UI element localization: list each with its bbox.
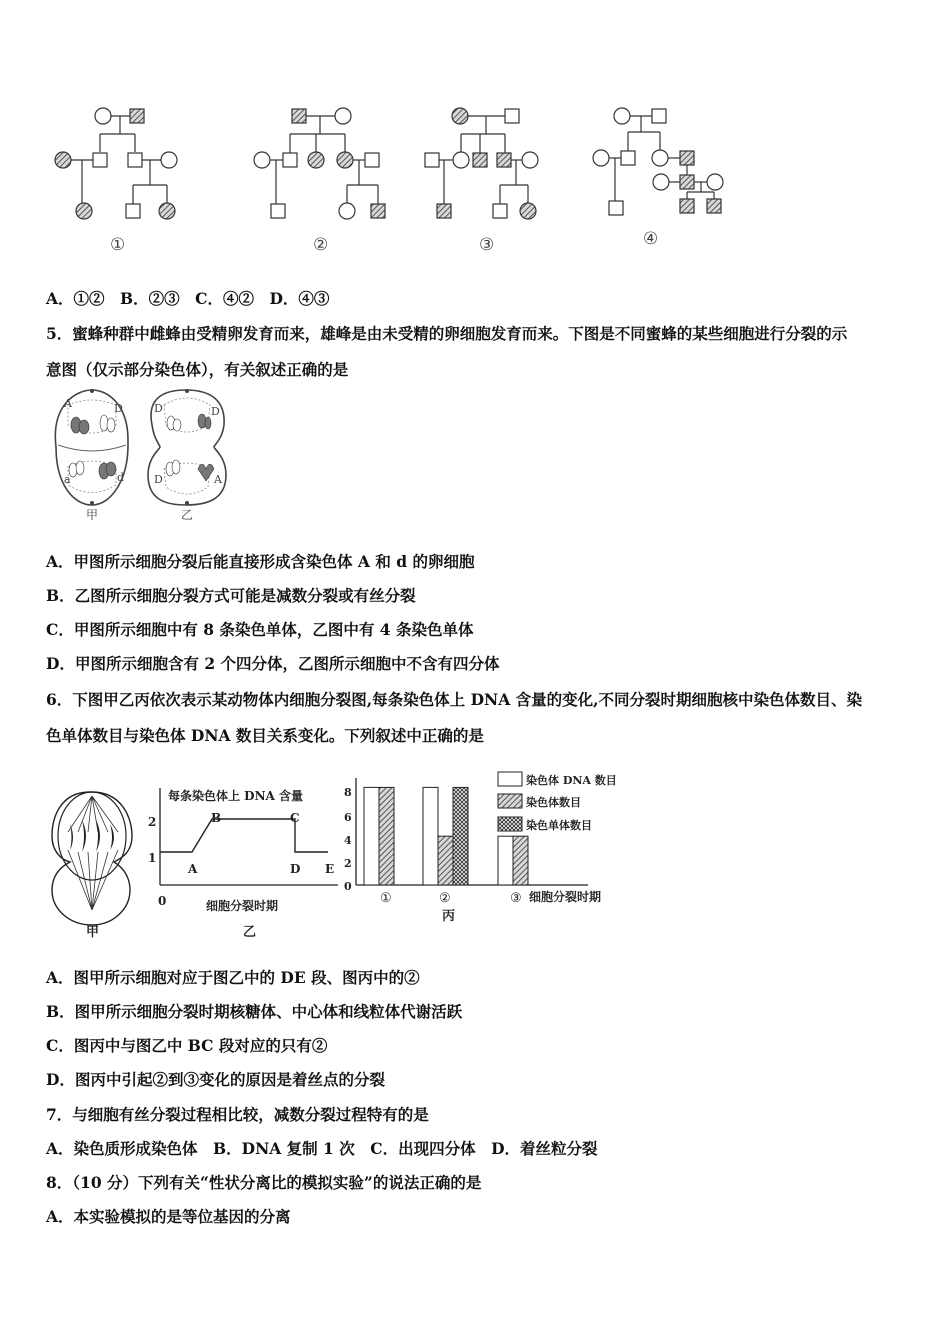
line-point-B: B bbox=[211, 811, 222, 825]
q6-option-c: C．图丙中与图乙中 BC 段对应的只有② bbox=[46, 1036, 328, 1055]
jia-letter-d: d bbox=[117, 471, 125, 484]
q6-yi-label: 乙 bbox=[243, 925, 257, 940]
q6-jia-label: 甲 bbox=[86, 925, 100, 940]
jia-letter-a: a bbox=[64, 473, 71, 486]
line-point-E: E bbox=[325, 862, 335, 876]
q6-stem-line2: 色单体数目与染色体 DNA 数目关系变化。下列叙述中正确的是 bbox=[46, 726, 484, 745]
q5-stem-line1: 5．蜜蜂种群中雌蜂由受精卵发育而来，雄峰是由未受精的卵细胞发育而来。下图是不同蜜蜂的某些细胞进行分裂的示 bbox=[46, 324, 848, 343]
q5-stem-line2: 意图（仅示部分染色体），有关叙述正确的是 bbox=[46, 360, 349, 379]
q5-jia-label: 甲 bbox=[86, 508, 99, 522]
line-point-C: C bbox=[290, 811, 300, 825]
bar-chart-xlabel: 细胞分裂时期 bbox=[529, 890, 602, 904]
bar-cat-1: ① bbox=[380, 891, 392, 906]
bar-chromosome-1 bbox=[379, 787, 394, 885]
line-point-D: D bbox=[290, 862, 301, 876]
bar-cat-2: ② bbox=[439, 891, 451, 906]
q7-stem: 7．与细胞有丝分裂过程相比较，减数分裂过程特有的是 bbox=[46, 1105, 429, 1124]
legend-swatch-dna bbox=[498, 772, 522, 786]
q6-option-a: A．图甲所示细胞对应于图乙中的 DE 段、图丙中的② bbox=[46, 968, 420, 987]
q5-cell-figure bbox=[46, 385, 286, 525]
pedigree-1 bbox=[55, 108, 177, 219]
bar-ytick-6: 6 bbox=[344, 811, 352, 824]
line-origin: 0 bbox=[158, 894, 167, 908]
pedigree-label-4: ④ bbox=[643, 229, 659, 249]
q5-option-d: D．甲图所示细胞含有 2 个四分体，乙图所示细胞中不含有四分体 bbox=[46, 654, 500, 673]
q6-bing-label: 丙 bbox=[442, 909, 456, 924]
yi-letter-3: D bbox=[154, 473, 163, 486]
bar-ytick-0: 0 bbox=[344, 880, 352, 893]
pedigree-label-1: ① bbox=[110, 235, 126, 255]
bar-ytick-4: 4 bbox=[344, 834, 352, 847]
legend-swatch-chromosome bbox=[498, 794, 522, 808]
q6-stem-line1: 6．下图甲乙丙依次表示某动物体内细胞分裂图,每条染色体上 DNA 含量的变化,不同分裂时期细胞核中染色体数目、染 bbox=[46, 690, 863, 709]
bar-chromosome-3 bbox=[513, 836, 528, 885]
bar-dna-1 bbox=[364, 787, 379, 885]
legend-label-dna: 染色体 DNA 数目 bbox=[526, 774, 617, 787]
q5-option-a: A．甲图所示细胞分裂后能直接形成含染色体 A 和 d 的卵细胞 bbox=[46, 552, 475, 571]
pedigree-label-3: ③ bbox=[479, 235, 495, 255]
line-chart-title: 每条染色体上 DNA 含量 bbox=[168, 789, 304, 803]
bar-cat-3: ③ bbox=[510, 891, 522, 906]
legend-label-chromosome: 染色体数目 bbox=[526, 796, 581, 809]
dna-content-line bbox=[160, 819, 328, 852]
legend-swatch-chromatid bbox=[498, 817, 522, 831]
legend-label-chromatid: 染色单体数目 bbox=[526, 819, 592, 832]
q8-stem: 8．（10 分）下列有关“性状分离比的模拟实验”的说法正确的是 bbox=[46, 1173, 482, 1192]
pedigree-3 bbox=[425, 108, 538, 219]
bar-ytick-2: 2 bbox=[344, 857, 352, 870]
bar-dna-2 bbox=[423, 787, 438, 885]
line-ytick-2: 2 bbox=[148, 815, 157, 829]
q6-option-b: B．图甲所示细胞分裂时期核糖体、中心体和线粒体代谢活跃 bbox=[46, 1002, 463, 1021]
q6-bar-chart bbox=[344, 772, 617, 924]
q4-options: A．①② B．②③ C．④② D．④③ bbox=[46, 289, 330, 308]
bar-dna-3 bbox=[498, 836, 513, 885]
q6-option-d: D．图丙中引起②到③变化的原因是着丝点的分裂 bbox=[46, 1070, 385, 1089]
q5-option-b: B．乙图所示细胞分裂方式可能是减数分裂或有丝分裂 bbox=[46, 586, 416, 605]
q6-line-chart bbox=[148, 788, 338, 940]
yi-letter-1: D bbox=[154, 402, 163, 415]
yi-letter-2: D bbox=[211, 405, 220, 418]
q5-yi-label: 乙 bbox=[181, 508, 194, 522]
q7-options: A．染色质形成染色体 B．DNA 复制 1 次 C．出现四分体 D．着丝粒分裂 bbox=[46, 1139, 598, 1158]
pedigree-figure bbox=[0, 0, 950, 265]
bar-ytick-8: 8 bbox=[344, 786, 352, 799]
q8-option-a: A．本实验模拟的是等位基因的分离 bbox=[46, 1207, 291, 1226]
line-chart-xlabel: 细胞分裂时期 bbox=[206, 899, 279, 913]
pedigree-4 bbox=[593, 108, 723, 215]
q6-figure bbox=[40, 760, 660, 950]
jia-letter-A: A bbox=[64, 397, 72, 410]
q6-cell-jia bbox=[52, 792, 132, 940]
jia-letter-D: D bbox=[114, 402, 123, 415]
line-point-A: A bbox=[188, 862, 198, 876]
bar-chromatid-2 bbox=[453, 787, 468, 885]
line-ytick-1: 1 bbox=[148, 851, 157, 865]
bar-chromosome-2 bbox=[438, 836, 453, 885]
pedigree-label-2: ② bbox=[313, 235, 329, 255]
q5-option-c: C．甲图所示细胞中有 8 条染色单体，乙图中有 4 条染色单体 bbox=[46, 620, 474, 639]
yi-letter-4: A bbox=[214, 473, 222, 486]
pedigree-2 bbox=[254, 108, 385, 219]
